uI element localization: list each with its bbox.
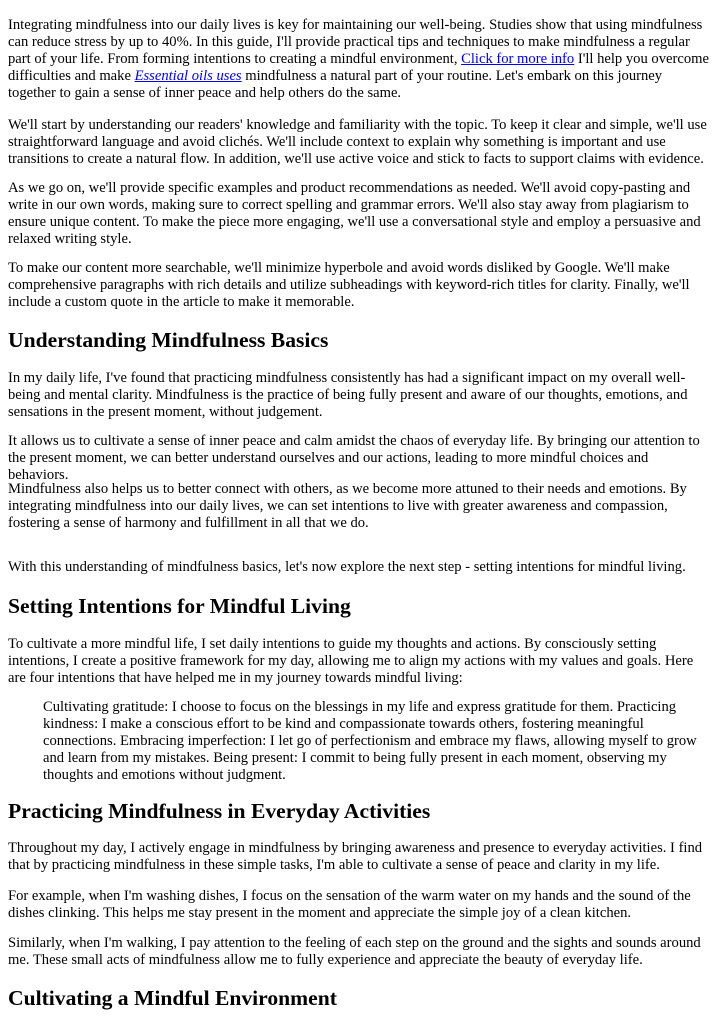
intro-paragraph-4: To make our content more searchable, we'll minimize hyperbole and avoid words disliked by Google. We'll make comprehensive paragraphs with rich details and utilize subheadings with keyword-rich titles for clarity. Finally, we'll include a custom quote in the article to make it memorable. [8, 260, 690, 310]
basics-paragraph-1: In my daily life, I've found that practicing mindfulness consistently has had a significant impact on my overall well-being and mental clarity. Mindfulness is the practice of being fully present and aware of our thoughts, emotions, and sensations in the present moment, without judgement. [8, 370, 688, 420]
basics-paragraph-4: With this understanding of mindfulness basics, let's now explore the next step - setting intentions for mindful living. [8, 559, 686, 575]
intro-text-1: Integrating mindfulness into our daily lives is key for maintaining our well-being. Studies show that using mindfulness can reduce stress by up to 40%. In this guide, I'll provide practical tips and techniques to make mindfulness a regular part of your life. From forming intentions to creating a mindful environment, [8, 17, 703, 67]
heading-cultivating-mindful-environment: Cultivating a Mindful Environment [8, 986, 337, 1010]
intro-paragraph-1 [8, 17, 712, 102]
heading-practicing-mindfulness-everyday: Practicing Mindfulness in Everyday Activities [8, 799, 431, 823]
essential-oils-uses-link[interactable]: Essential oils uses [134, 68, 242, 84]
heading-setting-intentions: Setting Intentions for Mindful Living [8, 594, 351, 618]
everyday-paragraph-1: Throughout my day, I actively engage in mindfulness by bringing awareness and presence to everyday activities. I find that by practicing mindfulness in these simple tasks, I'm able to cultivate a sense of peace and clarity in my life. [8, 840, 703, 873]
everyday-paragraph-2: For example, when I'm washing dishes, I focus on the sensation of the warm water on my hands and the sound of the dishes clinking. This helps me stay present in the moment and appreciate the simple joy of a clean kitchen. [8, 888, 691, 921]
click-for-more-info-link[interactable]: Click for more info [461, 51, 575, 67]
everyday-paragraph-3: Similarly, when I'm walking, I pay attention to the feeling of each step on the ground and the sights and sounds around me. These small acts of mindfulness allow me to fully experience and appreciate the beauty of everyday life. [8, 935, 701, 968]
basics-paragraph-3: Mindfulness also helps us to better connect with others, as we become more attuned to their needs and emotions. By integrating mindfulness into our daily lives, we can set intentions to live with greater awareness and compassion, fostering a sense of harmony and fulfillment in all that we do. [8, 481, 687, 531]
intro-paragraph-2: We'll start by understanding our readers' knowledge and familiarity with the topic. To keep it clear and simple, we'll use straightforward language and avoid clichés. We'll include context to explain why something is important and use transitions to create a natural flow. In addition, we'll use active voice and stick to facts to support claims with evidence. [8, 117, 707, 167]
intro-text-3: mindfulness a natural part of your routine. Let's embark on this journey together to gain a sense of inner peace and help others do the same. [8, 68, 663, 101]
heading-understanding-mindfulness-basics: Understanding Mindfulness Basics [8, 328, 329, 352]
intro-paragraph-3: As we go on, we'll provide specific examples and product recommendations as needed. We'll avoid copy-pasting and write in our own words, making sure to correct spelling and grammar errors. We'll also stay away from plagiarism to ensure unique content. To make the piece more engaging, we'll use a conversational style and employ a persuasive and relaxed writing style. [8, 180, 701, 247]
intentions-paragraph-1: To cultivate a more mindful life, I set daily intentions to guide my thoughts and actions. By consciously setting intentions, I create a positive framework for my day, allowing me to align my actions with my values and goals. Here are four intentions that have helped me in my journey towards mindful living: [8, 636, 694, 686]
intentions-blockquote: Cultivating gratitude: I choose to focus on the blessings in my life and express gratitude for them. Practicing kindness: I make a conscious effort to be kind and compassionate towards others, fostering meaningful connections. Embracing imperfection: I let go of perfectionism and embrace my flaws, allowing myself to grow and learn from my mistakes. Being present: I commit to being fully present in each moment, observing my thoughts and emotions without judgment. [43, 699, 697, 783]
basics-paragraph-2: It allows us to cultivate a sense of inner peace and calm amidst the chaos of everyday life. By bringing our attention to the present moment, we can better understand ourselves and our actions, leading to more mindful choices and behaviors. [8, 433, 700, 483]
intro-text-2: I'll help you overcome difficulties and make [8, 51, 709, 84]
